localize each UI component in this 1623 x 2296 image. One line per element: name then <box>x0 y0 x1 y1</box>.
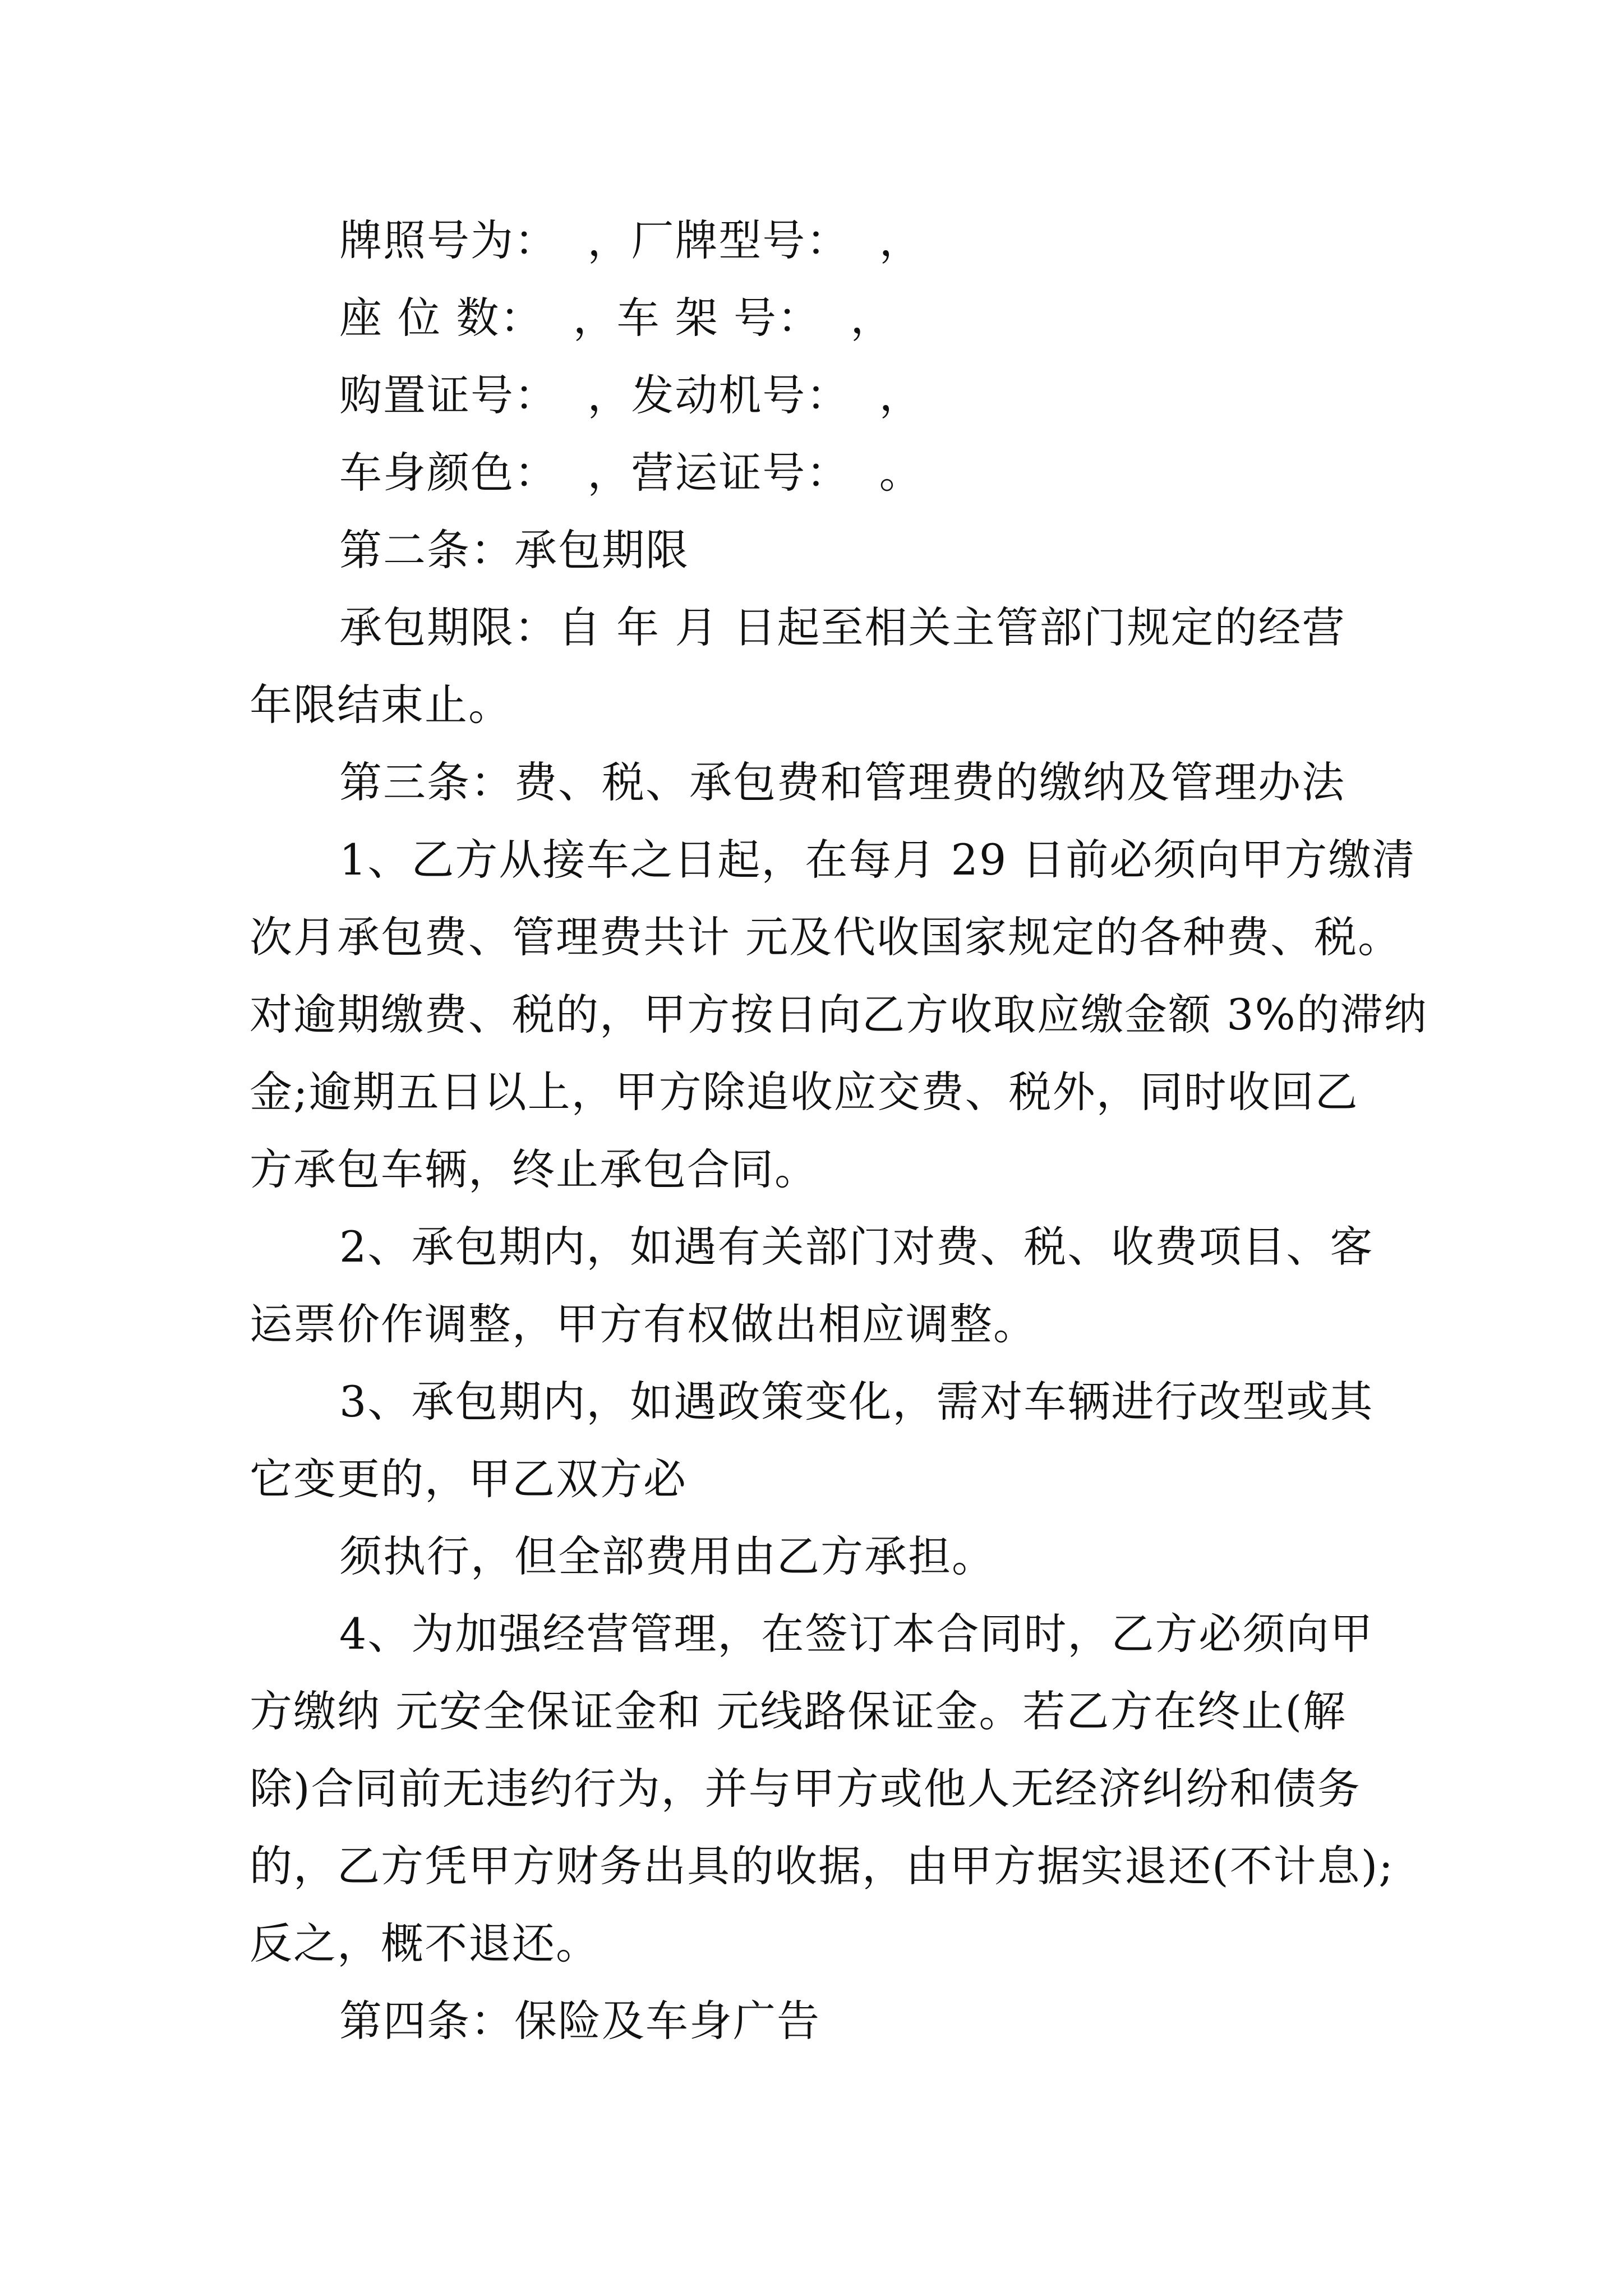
text-line: 方缴纳 元安全保证金和 元线路保证金。若乙方在终止(解 <box>250 1686 1347 1736</box>
text-line: 3、承包期内，如遇政策变化，需对车辆进行改型或其 <box>339 1377 1374 1427</box>
text-line: 除)合同前无违约行为，并与甲方或他人无经济纠纷和债务 <box>250 1764 1361 1814</box>
text-line: 它变更的，甲乙双方必 <box>250 1454 687 1504</box>
section-heading: 第二条：承包期限 <box>339 525 689 575</box>
text-line: 运票价作调整，甲方有权做出相应调整。 <box>250 1299 1037 1349</box>
text-line: 4、为加强经营管理，在签订本合同时，乙方必须向甲 <box>339 1609 1374 1659</box>
text-line: 年限结束止。 <box>250 680 512 730</box>
text-line: 购置证号： ，发动机号： ， <box>339 370 923 420</box>
section-heading: 第四条：保险及车身广告 <box>339 1996 820 2046</box>
text-line: 牌照号为： ，厂牌型号： ， <box>339 215 923 265</box>
text-line: 承包期限：自 年 月 日起至相关主管部门规定的经营 <box>339 602 1346 652</box>
text-line: 的，乙方凭甲方财务出具的收据，由甲方据实退还(不计息); <box>250 1841 1394 1891</box>
text-line: 须执行，但全部费用由乙方承担。 <box>339 1531 995 1581</box>
text-line: 2、承包期内，如遇有关部门对费、税、收费项目、客 <box>339 1222 1374 1272</box>
section-heading: 第三条：费、税、承包费和管理费的缴纳及管理办法 <box>339 757 1345 807</box>
text-line: 座 位 数： ，车 架 号： ， <box>339 293 895 343</box>
document-body <box>250 202 1428 2060</box>
text-line: 金;逾期五日以上，甲方除追收应交费、税外，同时收回乙 <box>250 1067 1359 1117</box>
text-line: 次月承包费、管理费共计 元及代收国家规定的各种费、税。 <box>250 912 1402 962</box>
text-line: 1、乙方从接车之日起，在每月 29 日前必须向甲方缴清 <box>339 835 1416 885</box>
text-line: 对逾期缴费、税的，甲方按日向乙方收取应缴金额 3%的滞纳 <box>250 990 1428 1039</box>
text-line: 方承包车辆，终止承包合同。 <box>250 1144 818 1194</box>
text-line: 反之，概不退还。 <box>250 1918 600 1968</box>
text-line: 车身颜色： ，营运证号： 。 <box>339 448 923 498</box>
